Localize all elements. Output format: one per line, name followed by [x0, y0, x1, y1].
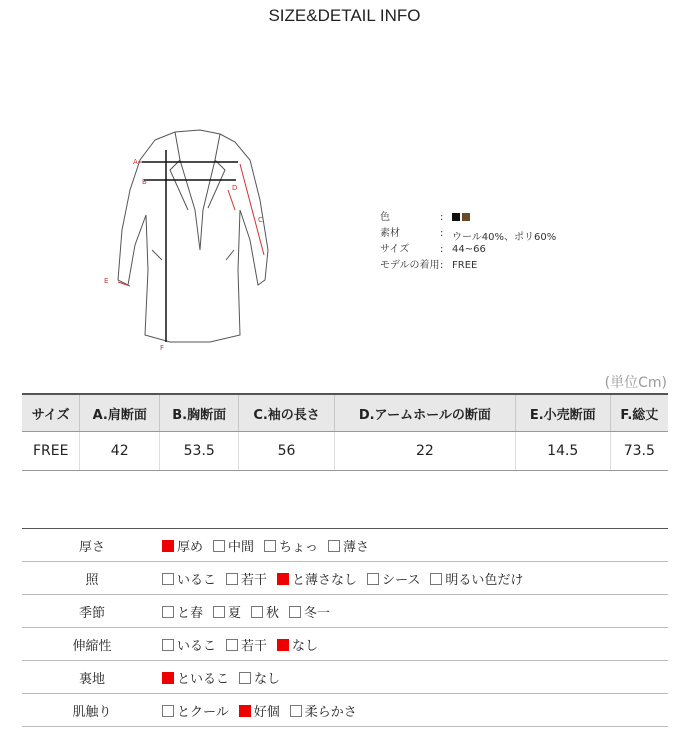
option-label: いるこ	[177, 572, 217, 588]
option-label: 夏	[228, 605, 242, 621]
unchecked-box-icon	[430, 573, 442, 585]
label-a: A	[133, 158, 138, 166]
unchecked-box-icon	[290, 705, 302, 717]
detail-label: 伸縮性	[22, 628, 162, 661]
detail-option	[239, 701, 280, 720]
spec-colon: :	[440, 228, 444, 239]
option-label: ちょっ	[279, 539, 319, 555]
color-swatch	[462, 213, 470, 221]
option-label: 秋	[266, 605, 280, 621]
detail-option	[213, 602, 241, 621]
detail-options	[162, 562, 668, 595]
detail-option	[162, 602, 203, 621]
option-label: 明るい色だけ	[445, 572, 524, 588]
detail-option	[328, 536, 369, 555]
value-c: 56	[239, 432, 335, 471]
detail-option	[290, 701, 357, 720]
option-label: と薄さなし	[292, 572, 358, 588]
spec-value: FREE	[452, 260, 478, 271]
detail-label: 照	[22, 562, 162, 595]
detail-option	[162, 569, 216, 588]
unchecked-box-icon	[289, 606, 301, 618]
detail-label: 厚さ	[22, 529, 162, 562]
detail-options	[162, 595, 668, 628]
header-c: C.袖の長さ	[239, 394, 335, 432]
spec-key: モデルの着用	[380, 260, 440, 271]
unchecked-box-icon	[226, 573, 238, 585]
value-d: 22	[334, 432, 515, 471]
header-size: サイズ	[22, 394, 80, 432]
option-label: なし	[292, 638, 319, 654]
header-a: A.肩断面	[80, 394, 160, 432]
header-e: E.小売断面	[515, 394, 610, 432]
option-label: いるこ	[177, 638, 217, 654]
label-c: C	[258, 216, 263, 224]
size-value-row	[22, 432, 668, 471]
unchecked-box-icon	[328, 540, 340, 552]
label-b: B	[142, 178, 147, 186]
spec-value: ウール40%、ポリ60%	[452, 232, 557, 243]
unchecked-box-icon	[239, 672, 251, 684]
label-f: F	[160, 344, 165, 352]
spec-key: サイズ	[380, 244, 410, 255]
value-b: 53.5	[160, 432, 239, 471]
detail-row	[22, 661, 668, 694]
detail-row	[22, 529, 668, 562]
checked-box-icon	[277, 573, 289, 585]
unchecked-box-icon	[213, 606, 225, 618]
spec-colon: :	[440, 260, 444, 271]
page-title: SIZE&DETAIL INFO	[268, 6, 421, 25]
option-label: 中間	[228, 539, 255, 555]
coat-diagram	[100, 120, 290, 360]
detail-option	[162, 701, 229, 720]
detail-label: 季節	[22, 595, 162, 628]
checked-box-icon	[162, 540, 174, 552]
detail-option	[251, 602, 279, 621]
detail-option	[289, 602, 330, 621]
size-header-row	[22, 394, 668, 432]
checked-box-icon	[239, 705, 251, 717]
checked-box-icon	[277, 639, 289, 651]
detail-label: 肌触り	[22, 694, 162, 727]
unchecked-box-icon	[251, 606, 263, 618]
spec-colon: :	[440, 212, 444, 223]
option-label: なし	[254, 671, 281, 687]
unchecked-box-icon	[162, 573, 174, 585]
detail-options	[162, 694, 668, 727]
option-label: 若干	[241, 572, 268, 588]
spec-colon: :	[440, 244, 444, 255]
option-label: とクール	[177, 704, 229, 720]
detail-options	[162, 661, 668, 694]
header-f: F.総丈	[610, 394, 668, 432]
detail-option	[226, 635, 267, 654]
option-label: 好個	[253, 704, 280, 720]
unchecked-box-icon	[213, 540, 225, 552]
unchecked-box-icon	[264, 540, 276, 552]
unchecked-box-icon	[367, 573, 379, 585]
detail-option	[162, 668, 229, 687]
value-a: 42	[80, 432, 160, 471]
detail-option	[162, 536, 203, 555]
label-d: D	[232, 184, 238, 192]
spec-value	[452, 212, 472, 223]
detail-option	[239, 668, 280, 687]
detail-option	[367, 569, 420, 588]
detail-option	[264, 536, 318, 555]
option-label: と春	[177, 605, 204, 621]
detail-options	[162, 529, 668, 562]
detail-row	[22, 694, 668, 727]
detail-options	[162, 628, 668, 661]
detail-row	[22, 595, 668, 628]
size-table	[22, 393, 668, 471]
value-f: 73.5	[610, 432, 668, 471]
detail-label: 裏地	[22, 661, 162, 694]
detail-row	[22, 628, 668, 661]
option-label: シース	[382, 572, 421, 588]
detail-option	[277, 635, 318, 654]
unchecked-box-icon	[226, 639, 238, 651]
header-b: B.胸断面	[160, 394, 239, 432]
unchecked-box-icon	[162, 705, 174, 717]
checked-box-icon	[162, 672, 174, 684]
spec-key: 色	[380, 212, 390, 223]
detail-option	[430, 569, 523, 588]
detail-option	[213, 536, 254, 555]
unchecked-box-icon	[162, 639, 174, 651]
detail-option	[162, 635, 216, 654]
spec-key: 素材	[380, 228, 400, 239]
value-e: 14.5	[515, 432, 610, 471]
option-label: 厚め	[177, 539, 204, 555]
detail-option	[277, 569, 357, 588]
option-label: 冬一	[304, 605, 331, 621]
unit-label: (単位Cm)	[604, 375, 667, 391]
label-e: E	[104, 277, 109, 285]
color-swatch	[452, 213, 460, 221]
option-label: 柔らかさ	[304, 704, 357, 720]
value-size: FREE	[22, 432, 80, 471]
unchecked-box-icon	[162, 606, 174, 618]
detail-row	[22, 562, 668, 595]
detail-option	[226, 569, 267, 588]
detail-table	[22, 528, 668, 727]
option-label: といるこ	[177, 671, 230, 687]
spec-value: 44~66	[452, 244, 486, 255]
header-d: D.アームホールの断面	[334, 394, 515, 432]
option-label: 若干	[241, 638, 268, 654]
option-label: 薄さ	[343, 539, 370, 555]
